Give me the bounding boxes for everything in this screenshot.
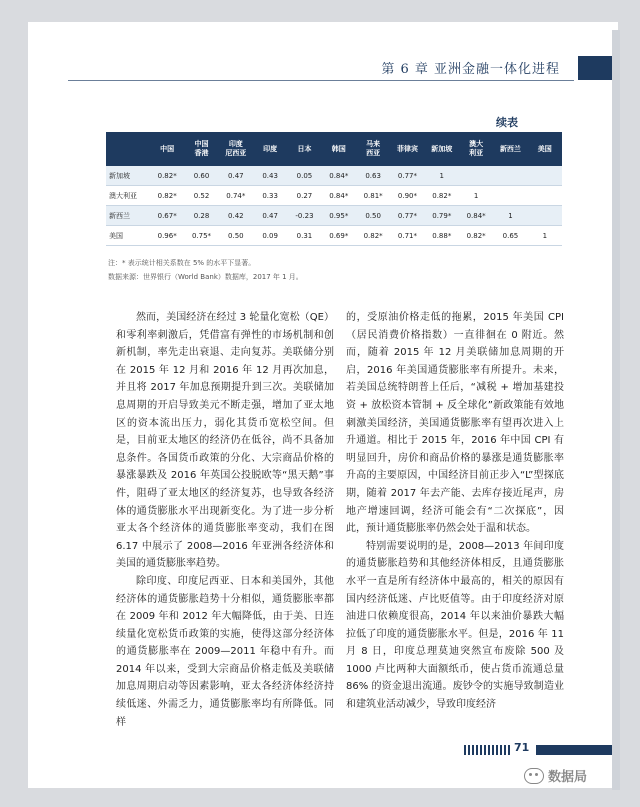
table-cell xyxy=(528,206,562,226)
table-cell: 0.77* xyxy=(390,166,424,186)
table-cell: 0.60 xyxy=(184,166,218,186)
table-cell: 1 xyxy=(425,166,459,186)
table-cell: 0.47 xyxy=(253,206,287,226)
column-header: 美国 xyxy=(528,132,562,166)
column-header: 印度 xyxy=(253,132,287,166)
book-page xyxy=(28,22,618,788)
header-rule xyxy=(68,80,574,81)
table-cell: 0.69* xyxy=(322,226,356,246)
row-label: 澳大利亚 xyxy=(106,186,150,206)
table-cell: 0.79* xyxy=(425,206,459,226)
table-cell: 0.31 xyxy=(287,226,321,246)
table-cell: 0.09 xyxy=(253,226,287,246)
table-cell: 0.52 xyxy=(184,186,218,206)
table-cell: 0.67* xyxy=(150,206,184,226)
table-cell: 0.71* xyxy=(390,226,424,246)
table-cell: 0.42 xyxy=(219,206,253,226)
table-cell: 0.81* xyxy=(356,186,390,206)
row-label: 新加坡 xyxy=(106,166,150,186)
table-source: 数据来源：世界银行（World Bank）数据库，2017 年 1 月。 xyxy=(108,273,303,281)
table-cell: 0.82* xyxy=(150,186,184,206)
chapter-title: 第 6 章 亚洲金融一体化进程 xyxy=(381,62,560,77)
table-cell: 0.84* xyxy=(322,186,356,206)
paragraph: 除印度、印度尼西亚、日本和美国外，其他经济体的通货膨胀趋势十分相似，通货膨胀率都在 2009 年和 2012 年大幅降低，由于美、日连续量化宽松货币政策的实施，使得这部分经济体的通货膨胀率在 2009—2011 年稳中有升。而 2014 年以来，受到大宗商品价格走低及美联储加息周期启动等因素影响，亚太各经济体经济持续低迷、外需乏力，通货膨胀率均有所降低。同样 xyxy=(116,575,334,728)
header-corner-cell xyxy=(106,132,150,166)
table-cell: 0.63 xyxy=(356,166,390,186)
table-row xyxy=(106,206,562,226)
table-cell: 1 xyxy=(493,206,527,226)
table-cell: 0.28 xyxy=(184,206,218,226)
table-cell: 0.82* xyxy=(425,186,459,206)
column-header: 新加坡 xyxy=(425,132,459,166)
table-cell: 0.84* xyxy=(459,206,493,226)
table-cell xyxy=(493,166,527,186)
table-cell: 0.43 xyxy=(253,166,287,186)
table-cell: 0.27 xyxy=(287,186,321,206)
table-cell xyxy=(493,186,527,206)
column-header: 韩国 xyxy=(322,132,356,166)
wechat-icon xyxy=(524,768,544,784)
table-cell xyxy=(528,166,562,186)
column-header: 新西兰 xyxy=(493,132,527,166)
table-cell xyxy=(459,166,493,186)
footer-color-bar xyxy=(536,745,618,755)
table-row xyxy=(106,166,562,186)
table-cell: -0.23 xyxy=(287,206,321,226)
table-cell: 0.50 xyxy=(219,226,253,246)
table-cell: 0.82* xyxy=(150,166,184,186)
table-note: 注：* 表示统计相关系数在 5% 的水平下显著。 xyxy=(108,259,256,267)
table-cell: 0.82* xyxy=(459,226,493,246)
table-cell: 0.74* xyxy=(219,186,253,206)
right-text-column xyxy=(346,309,564,714)
column-header: 中国 香港 xyxy=(184,132,218,166)
running-header xyxy=(28,56,618,80)
left-text-column xyxy=(116,309,334,731)
table-cell: 0.82* xyxy=(356,226,390,246)
paragraph: 的，受原油价格走低的拖累，2015 年美国 CPI（居民消费价格指数）一直徘徊在 0 附近。然而，随着 2015 年 12 月美联储加息周期的开启，2016 年美国通货膨胀率有所提升。未来，若美国总统特朗普上任后，“减税 + 增加基建投资 + 放松资本管制 + 反全球化”新政策能有效地刺激美国经济，美国通货膨胀率有望再次进入上升通道。相比于 2015 年，2016 年中国 CPI 有明显回升，房价和商品价格的暴涨是通货膨胀率升高的主要原因，中国经济目前正步入“L”型探底期，随着 2017 年去产能、去库存接近尾声，房地产增速回调，经济可能会有“二次探底”，因此，预计通货膨胀率仍然会处于温和状态。 xyxy=(346,312,564,535)
table-cell: 0.33 xyxy=(253,186,287,206)
table-cell: 0.96* xyxy=(150,226,184,246)
table-cell: 0.75* xyxy=(184,226,218,246)
table-header-row xyxy=(106,132,562,166)
row-label: 美国 xyxy=(106,226,150,246)
table-cell: 0.50 xyxy=(356,206,390,226)
table-continued-label: 续表 xyxy=(496,116,518,129)
table-cell: 0.95* xyxy=(322,206,356,226)
column-header: 菲律宾 xyxy=(390,132,424,166)
paragraph: 然而，美国经济在经过 3 轮量化宽松（QE）和零利率刺激后，凭借富有弹性的市场机制和创新机制，率先走出衰退、走向复苏。美联储分别在 2015 年 12 月和 2016 年 12 月再次加息，并且将 2017 年加息预期提升到三次。美联储加息周期的开启导致美元不断走强，增加了亚太地区的资本流出压力，弱化其货币宽松空间。但是，目前亚太地区的经济仍在低谷，尚不具备加息条件。各国货币政策的分化、大宗商品价格的暴涨暴跌及 2016 年英国公投脱欧等“黑天鹅”事件，阻碍了亚太地区的经济复苏，也导致各经济体的通货膨胀水平出现新变化。为了进一步分析亚太各个经济体的通货膨胀率变动，我们在图 6.17 中展示了 2008—2016 年亚洲各经济体和美国的通货膨胀率趋势。 xyxy=(116,312,334,570)
paragraph: 特别需要说明的是，2008—2013 年间印度的通货膨胀趋势和其他经济体相反，且通货膨胀水平一直是所有经济体中最高的，相关的原因有国内经济低迷、卢比贬值等。由于印度经济对原油进口依赖度很高，2014 年以来油价暴跌大幅拉低了印度的通货膨胀水平。但是，2016 年 11 月 8 日，印度总理莫迪突然宣布废除 500 及 1000 卢比两种大面额纸币，使占货币流通总量 86% 的资金退出流通。废钞令的实施导致制造业和建筑业活动减少，导致印度经济 xyxy=(346,540,564,711)
table-cell: 0.77* xyxy=(390,206,424,226)
watermark xyxy=(524,766,587,785)
correlation-table xyxy=(106,132,562,246)
table-cell: 0.90* xyxy=(390,186,424,206)
page-number: 71 xyxy=(514,741,530,754)
table-cell: 0.88* xyxy=(425,226,459,246)
table-cell xyxy=(528,186,562,206)
row-label: 新西兰 xyxy=(106,206,150,226)
table-row xyxy=(106,186,562,206)
column-header: 中国 xyxy=(150,132,184,166)
table-cell: 1 xyxy=(459,186,493,206)
table-cell: 0.05 xyxy=(287,166,321,186)
table-cell: 0.65 xyxy=(493,226,527,246)
table-body xyxy=(106,166,562,246)
column-header: 印度 尼西亚 xyxy=(219,132,253,166)
column-header: 马来 西亚 xyxy=(356,132,390,166)
page-edge xyxy=(612,30,620,790)
column-header: 澳大 利亚 xyxy=(459,132,493,166)
column-header: 日本 xyxy=(287,132,321,166)
table-cell: 0.47 xyxy=(219,166,253,186)
watermark-text: 数据局 xyxy=(548,770,588,785)
table-row xyxy=(106,226,562,246)
table-cell: 0.84* xyxy=(322,166,356,186)
footer-stripes xyxy=(464,745,510,755)
table-cell: 1 xyxy=(528,226,562,246)
